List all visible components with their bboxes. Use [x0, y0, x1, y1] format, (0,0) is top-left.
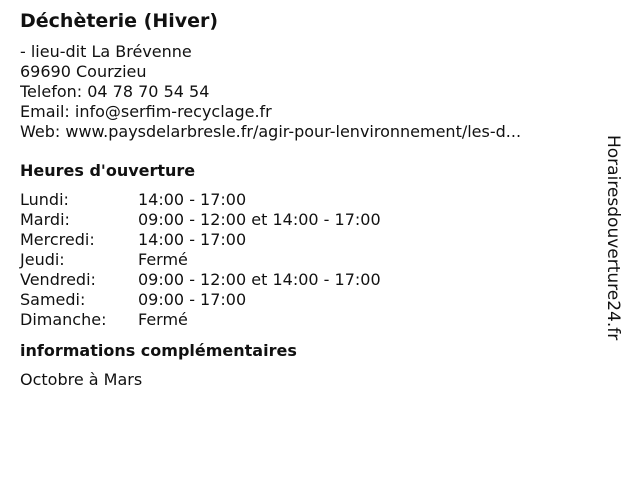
- website-text: Web: www.paysdelarbresle.fr/agir-pour-lenvironnement/les-d...: [20, 122, 522, 141]
- day-label: Samedi:: [20, 290, 86, 309]
- address-line-2: 69690 Courzieu: [20, 62, 147, 81]
- time-value: 14:00 - 17:00: [138, 190, 247, 209]
- time-value: 09:00 - 12:00 et 14:00 - 17:00: [138, 270, 381, 289]
- time-value: Fermé: [138, 250, 188, 269]
- email-text: Email: info@serfim-recyclage.fr: [20, 102, 272, 121]
- address-line-1: - lieu-dit La Brévenne: [20, 42, 192, 61]
- address-block: [20, 42, 590, 142]
- opening-hours-heading: Heures d'ouverture: [20, 161, 196, 180]
- hours-row: [20, 290, 381, 310]
- day-label: Mercredi:: [20, 230, 95, 249]
- hours-row: [20, 250, 381, 270]
- day-label: Mardi:: [20, 210, 70, 229]
- time-value: 09:00 - 12:00 et 14:00 - 17:00: [138, 210, 381, 229]
- day-label: Jeudi:: [20, 250, 65, 269]
- time-value: Fermé: [138, 310, 188, 329]
- day-label: Lundi:: [20, 190, 69, 209]
- page-title: Déchèterie (Hiver): [20, 10, 219, 32]
- opening-hours-table: [20, 190, 381, 330]
- additional-info-heading: informations complémentaires: [20, 341, 297, 360]
- site-watermark: Horairesdouverture24.fr: [603, 135, 623, 341]
- time-value: 14:00 - 17:00: [138, 230, 247, 249]
- day-label: Dimanche:: [20, 310, 107, 329]
- hours-row: [20, 230, 381, 250]
- day-label: Vendredi:: [20, 270, 96, 289]
- time-value: 09:00 - 17:00: [138, 290, 247, 309]
- phone-text: Telefon: 04 78 70 54 54: [20, 82, 210, 101]
- additional-info-text: Octobre à Mars: [20, 370, 143, 389]
- hours-row: [20, 190, 381, 210]
- hours-row: [20, 310, 381, 330]
- hours-row: [20, 270, 381, 290]
- content: [20, 8, 590, 390]
- hours-row: [20, 210, 381, 230]
